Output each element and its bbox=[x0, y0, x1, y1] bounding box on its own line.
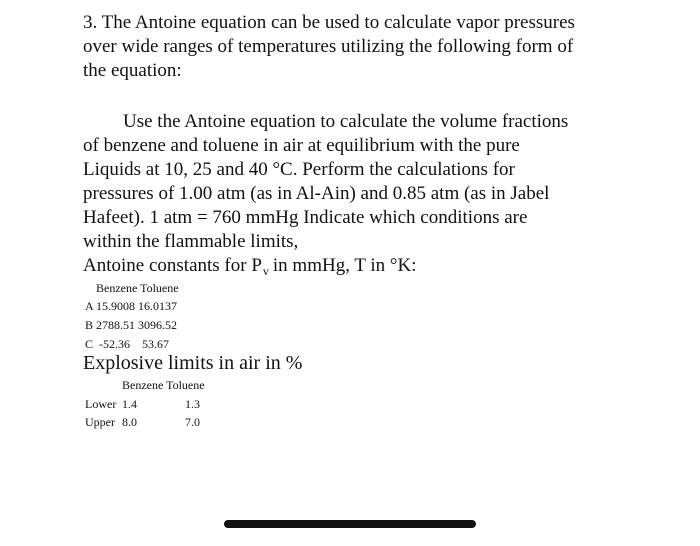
limits-cell-benzene: 8.0 bbox=[122, 415, 137, 429]
limits-heading: Explosive limits in air in % bbox=[83, 352, 303, 374]
intro-line: the equation: bbox=[83, 60, 182, 81]
limits-cell-toluene: 1.3 bbox=[185, 397, 200, 411]
antoine-heading-prefix: Antoine constants for P bbox=[83, 255, 262, 276]
antoine-heading bbox=[83, 254, 417, 279]
antoine-row-a: A 15.9008 16.0137 bbox=[85, 299, 178, 313]
limits-row-label: Lower bbox=[85, 397, 117, 411]
limits-table-header: Benzene Toluene bbox=[122, 378, 205, 392]
body-line: Use the Antoine equation to calculate the volume fractions bbox=[123, 111, 569, 132]
body-line: Hafeet). 1 atm = 760 mmHg Indicate which conditions are bbox=[83, 207, 528, 228]
body-line: of benzene and toluene in air at equilibrium with the pure bbox=[83, 135, 520, 156]
body-line: pressures of 1.00 atm (as in Al-Ain) and 0.85 atm (as in Jabel bbox=[83, 183, 550, 204]
antoine-row-c: C -52.36 53.67 bbox=[85, 337, 169, 351]
problem-intro bbox=[83, 11, 643, 83]
limits-row-label: Upper bbox=[85, 415, 115, 429]
intro-line: over wide ranges of temperatures utilizing the following form of bbox=[83, 36, 574, 57]
limits-cell-toluene: 7.0 bbox=[185, 415, 200, 429]
antoine-heading-subscript: v bbox=[262, 264, 269, 278]
problem-body bbox=[83, 110, 643, 254]
intro-line: 3. The Antoine equation can be used to calculate vapor pressures bbox=[83, 12, 575, 33]
body-line: Liquids at 10, 25 and 40 °C. Perform the calculations for bbox=[83, 159, 515, 180]
limits-cell-benzene: 1.4 bbox=[122, 397, 137, 411]
antoine-heading-suffix: in mmHg, T in °K: bbox=[272, 255, 417, 276]
body-line: within the flammable limits, bbox=[83, 231, 299, 252]
home-indicator-bar[interactable] bbox=[224, 520, 476, 528]
antoine-table-header: Benzene Toluene bbox=[96, 281, 179, 295]
antoine-row-b: B 2788.51 3096.52 bbox=[85, 318, 178, 332]
